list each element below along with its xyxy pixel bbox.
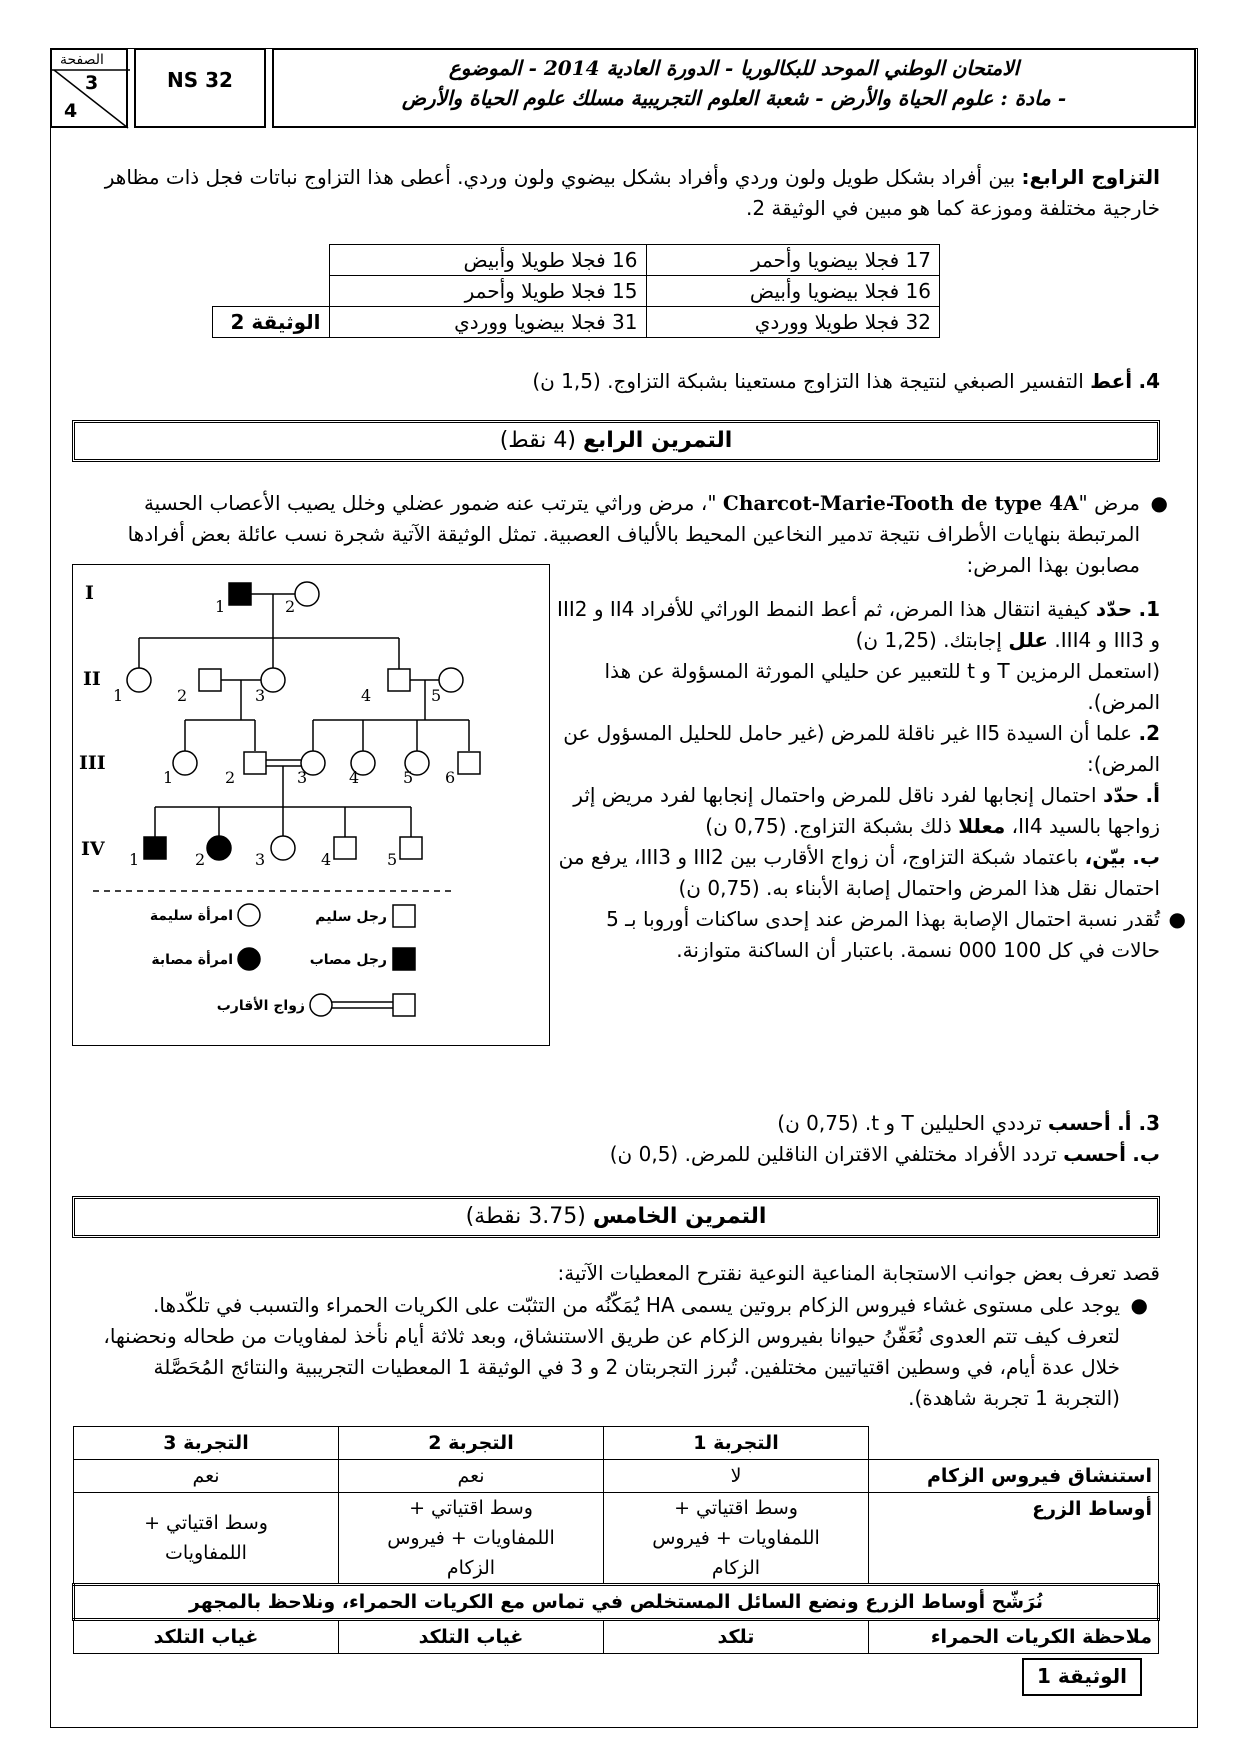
table-row xyxy=(213,307,940,338)
exp1-header: التجربة 1 xyxy=(604,1427,869,1460)
table-row xyxy=(74,1427,1159,1460)
gen-label-III: III xyxy=(79,752,106,774)
I2-healthy-woman xyxy=(295,582,319,606)
II1-healthy-woman xyxy=(127,668,151,692)
table-cell: غياب التلكد xyxy=(339,1620,604,1654)
table-cell: 17 فجلا بيضويا وأحمر xyxy=(646,245,940,276)
IV5-healthy-man xyxy=(400,837,422,859)
q1-verb2: علل xyxy=(1008,628,1049,652)
q2a-label: أ. xyxy=(1145,783,1160,807)
table-cell: وسط اقتياتي + اللمفاويات xyxy=(74,1493,339,1585)
legend-healthy-man-symbol xyxy=(393,905,415,927)
q3b-verb: أحسب xyxy=(1063,1142,1126,1166)
q2b-verb: بيّن، xyxy=(1084,845,1126,869)
exercise5-intro: قصد تعرف بعض جوانب الاستجابة المناعية النوعية نقترح المعطيات الآتية: xyxy=(557,1261,1160,1285)
exp2-header: التجربة 2 xyxy=(339,1427,604,1460)
table-row xyxy=(74,1460,1159,1493)
legend-affected-woman-symbol xyxy=(238,948,260,970)
page-label: الصفحة xyxy=(60,52,104,68)
legend-affected-man: رجل مصاب xyxy=(309,952,387,968)
q2-text: علما أن السيدة II5 غير ناقلة للمرض (غير حامل للحليل المسؤول عن المرض): xyxy=(563,721,1160,776)
page-total: 4 xyxy=(64,100,78,122)
ex4-intro-a: مرض " xyxy=(1078,491,1140,515)
cross4-text: بين أفراد بشكل طويل ولون وردي وأفراد بشكل بيضوي ولون وردي. أعطى هذا التزاوج نباتات فجل ذات مظاهر خارجية مختلفة وموزعة كما هو مبين في الوثيقة 2. xyxy=(104,165,1160,220)
q3 xyxy=(72,1108,1160,1170)
II4-healthy-man xyxy=(388,669,410,691)
q1-verb: حدّد xyxy=(1095,597,1133,621)
table-row xyxy=(74,1620,1159,1654)
document1-label: الوثيقة 1 xyxy=(1022,1658,1142,1696)
filter-row: نُرَشّح أوساط الزرع ونضع السائل المستخلص في تماس مع الكريات الحمراء، ونلاحظ بالمجهر xyxy=(74,1585,1159,1620)
pedigree-svg xyxy=(73,565,549,1045)
page-current: 3 xyxy=(85,72,99,94)
q1-number: 1. xyxy=(1138,597,1160,621)
legend-consanguineous-woman xyxy=(310,994,332,1016)
svg-text:2: 2 xyxy=(177,686,188,705)
legend-healthy-woman-symbol xyxy=(238,904,260,926)
q3a-number: 3. أ. xyxy=(1117,1111,1160,1135)
exam-title-line2: - مادة : علوم الحياة والأرض - شعبة العلوم التجريبية مسلك علوم الحياة والأرض xyxy=(401,86,1067,110)
svg-text:3: 3 xyxy=(297,768,308,787)
svg-text:1: 1 xyxy=(129,850,140,869)
svg-text:5: 5 xyxy=(403,768,414,787)
q2b-text: باعتماد شبكة التزاوج، أن زواج الأقارب بين III2 و III3، يرفع من احتمال نقل هذا المرض واحتمال إصابة الأبناء به. (0,75 ن) xyxy=(558,845,1160,900)
svg-text:3: 3 xyxy=(255,850,266,869)
table-cell: 16 فجلا بيضويا وأبيض xyxy=(646,276,940,307)
q3a xyxy=(72,1108,1160,1139)
svg-text:4: 4 xyxy=(349,768,360,787)
table-cell: تلكد xyxy=(604,1620,869,1654)
ex5-bullet-text: يوجد على مستوى غشاء فيروس الزكام بروتين يسمى HA يُمَكّنُه من التثبّت على الكريات الحمراء والتسبب في تلكّدها. لتعرف كيف تتم العدوى نُعَفّنُ حيوانا بفيروس الزكام عن طريق الاستنشاق، وبعد ثلاثة أيام نأخذ لمفاويات من طحاله ونحضنها، خلال عدة أيام، في وسطين اقتياتيين مختلفين. تُبرز التجربتان 2 و 3 في الوثيقة 1 المعطيات التجريبية والنتائج المُحَصَّلة (التجربة 1 تجربة شاهدة). xyxy=(103,1293,1120,1410)
pedigree-chart xyxy=(72,564,550,1046)
exam-title-line1: الامتحان الوطني الموحد للبكالوريا - الدورة العادية 2014 - الموضوع xyxy=(448,56,1020,80)
q2a-verb: حدّد xyxy=(1102,783,1140,807)
q2a-text: احتمال إنجابها لفرد ناقل للمرض واحتمال إنجابها لفرد مريض إثر زواجها بالسيد II4، xyxy=(573,783,1160,838)
bullet2 xyxy=(556,904,1186,966)
cross4-label: التزاوج الرابع: xyxy=(1021,165,1160,189)
svg-text:4: 4 xyxy=(321,850,332,869)
q2a xyxy=(556,780,1160,842)
q3a-text: ترددي الحليلين T و t. (0,75 ن) xyxy=(777,1111,1048,1135)
cross4-paragraph xyxy=(72,162,1160,224)
document2-label: الوثيقة 2 xyxy=(213,307,330,338)
III2-healthy-man xyxy=(244,752,266,774)
table-cell: وسط اقتياتي + اللمفاويات + فيروس الزكام xyxy=(339,1493,604,1585)
gen-label-IV: IV xyxy=(81,838,105,860)
table-cell: 15 فجلا طويلا وأحمر xyxy=(329,276,646,307)
svg-text:2: 2 xyxy=(285,597,296,616)
exercise5-title-points: (3.75 نقطة) xyxy=(465,1204,586,1229)
page-number-box xyxy=(50,48,128,128)
bullet-icon: ● xyxy=(1150,491,1168,515)
bullet2-text: تُقدر نسبة احتمال الإصابة بهذا المرض عند إحدى ساكنات أوروبا بـ 5 حالات في كل 100 000 نسمة. باعتبار أن الساكنة متوازنة. xyxy=(606,907,1160,962)
exam-title xyxy=(272,48,1196,128)
svg-text:1: 1 xyxy=(113,686,124,705)
svg-text:3: 3 xyxy=(255,686,266,705)
svg-text:2: 2 xyxy=(225,768,236,787)
table-cell: 16 فجلا طويلا وأبيض xyxy=(329,245,646,276)
svg-text:2: 2 xyxy=(195,850,206,869)
row2-label: أوساط الزرع xyxy=(869,1493,1159,1585)
exercise4-title xyxy=(72,420,1160,462)
svg-text:4: 4 xyxy=(361,686,372,705)
svg-text:1: 1 xyxy=(215,597,226,616)
ex4-intro-b: "، مرض وراثي يترتب عنه ضمور عضلي وخلل يصيب الأعصاب الحسية المرتبطة بنهايات الأطراف نتيجة تدمير النخاعين المحيط بالألياف العصبية. تمثل الوثيقة الآتية شجرة نسب عائلة بعض أفرادها مصابون بهذا المرض: xyxy=(127,491,1140,577)
q4-number: 4. xyxy=(1138,369,1160,393)
exercise5-title-bold: التمرين الخامس xyxy=(592,1204,767,1229)
exercise5-title xyxy=(72,1196,1160,1238)
table-row xyxy=(213,245,940,276)
exercise4-title-points: (4 نقط) xyxy=(499,428,577,453)
legend-consanguineous: زواج الأقارب xyxy=(216,998,305,1014)
IV4-healthy-man xyxy=(334,837,356,859)
table-row xyxy=(74,1585,1159,1620)
q4-verb: أعط xyxy=(1090,369,1133,393)
table-cell: غياب التلكد xyxy=(74,1620,339,1654)
document1-table xyxy=(72,1426,1160,1654)
q1-text: كيفية انتقال هذا المرض، ثم أعط النمط الوراثي للأفراد II4 و III2 و III3 و III4. xyxy=(557,597,1160,652)
svg-text:1: 1 xyxy=(163,768,174,787)
legend-healthy-man: رجل سليم xyxy=(315,909,387,925)
q4-text: التفسير الصبغي لنتيجة هذا التزاوج مستعينا بشبكة التزاوج. (1,5 ن) xyxy=(532,369,1091,393)
svg-text:5: 5 xyxy=(431,686,442,705)
question-4 xyxy=(72,366,1160,397)
row1-label: استنشاق فيروس الزكام xyxy=(869,1460,1159,1493)
exp3-header: التجربة 3 xyxy=(74,1427,339,1460)
q2a-verb2: معللا xyxy=(958,814,1006,838)
legend-consanguineous-man xyxy=(393,994,415,1016)
row3-label: ملاحظة الكريات الحمراء xyxy=(869,1620,1159,1654)
gen-label-II: II xyxy=(83,668,101,690)
IV2-affected-woman xyxy=(207,836,231,860)
q1-note: (استعمل الرمزين T و t للتعبير عن حليلي المورثة المسؤولة عن هذا المرض). xyxy=(604,659,1160,714)
q2-number: 2. xyxy=(1138,721,1160,745)
svg-text:5: 5 xyxy=(387,850,398,869)
gen-label-I: I xyxy=(85,582,94,604)
q2 xyxy=(556,718,1160,780)
q2b-label: ب. xyxy=(1132,845,1160,869)
table-row xyxy=(74,1493,1159,1585)
table-cell: وسط اقتياتي + اللمفاويات + فيروس الزكام xyxy=(604,1493,869,1585)
table-cell: لا xyxy=(604,1460,869,1493)
legend-affected-man-symbol xyxy=(393,948,415,970)
II5-healthy-woman xyxy=(439,668,463,692)
legend-healthy-woman: امرأة سليمة xyxy=(149,908,233,924)
table-cell: 32 فجلا طويلا ووردي xyxy=(646,307,940,338)
bullet-icon: ● xyxy=(1130,1293,1148,1317)
table-cell: نعم xyxy=(339,1460,604,1493)
q3b-text: تردد الأفراد مختلفي الاقتران الناقلين للمرض. (0,5 ن) xyxy=(609,1142,1064,1166)
legend-affected-woman: امرأة مصابة xyxy=(151,952,233,968)
table-cell: نعم xyxy=(74,1460,339,1493)
q3b-label: ب. xyxy=(1132,1142,1160,1166)
table-cell: 31 فجلا بيضويا ووردي xyxy=(329,307,646,338)
q2a-text2: ذلك بشبكة التزاوج. (0,75 ن) xyxy=(705,814,959,838)
disease-name: Charcot-Marie-Tooth de type 4A xyxy=(722,491,1079,515)
bullet-icon: ● xyxy=(1168,907,1186,931)
table-row xyxy=(213,276,940,307)
q3b xyxy=(72,1139,1160,1170)
I1-affected-man xyxy=(229,583,251,605)
exercise4-questions xyxy=(556,594,1186,966)
exercise5-bullet xyxy=(100,1290,1148,1414)
III1-healthy-woman xyxy=(173,751,197,775)
III6-healthy-man xyxy=(458,752,480,774)
II2-healthy-man xyxy=(199,669,221,691)
exercise4-title-bold: التمرين الرابع xyxy=(583,428,733,453)
q2b xyxy=(556,842,1160,904)
exam-code: NS 32 xyxy=(134,48,266,128)
q1 xyxy=(556,594,1160,656)
svg-text:6: 6 xyxy=(445,768,456,787)
q1-text2: إجابتك. (1,25 ن) xyxy=(855,628,1009,652)
exam-header xyxy=(50,48,1196,128)
IV3-healthy-woman xyxy=(271,836,295,860)
IV1-affected-man xyxy=(144,837,166,859)
document2-table xyxy=(212,244,940,338)
q3a-verb: أحسب xyxy=(1047,1111,1111,1135)
